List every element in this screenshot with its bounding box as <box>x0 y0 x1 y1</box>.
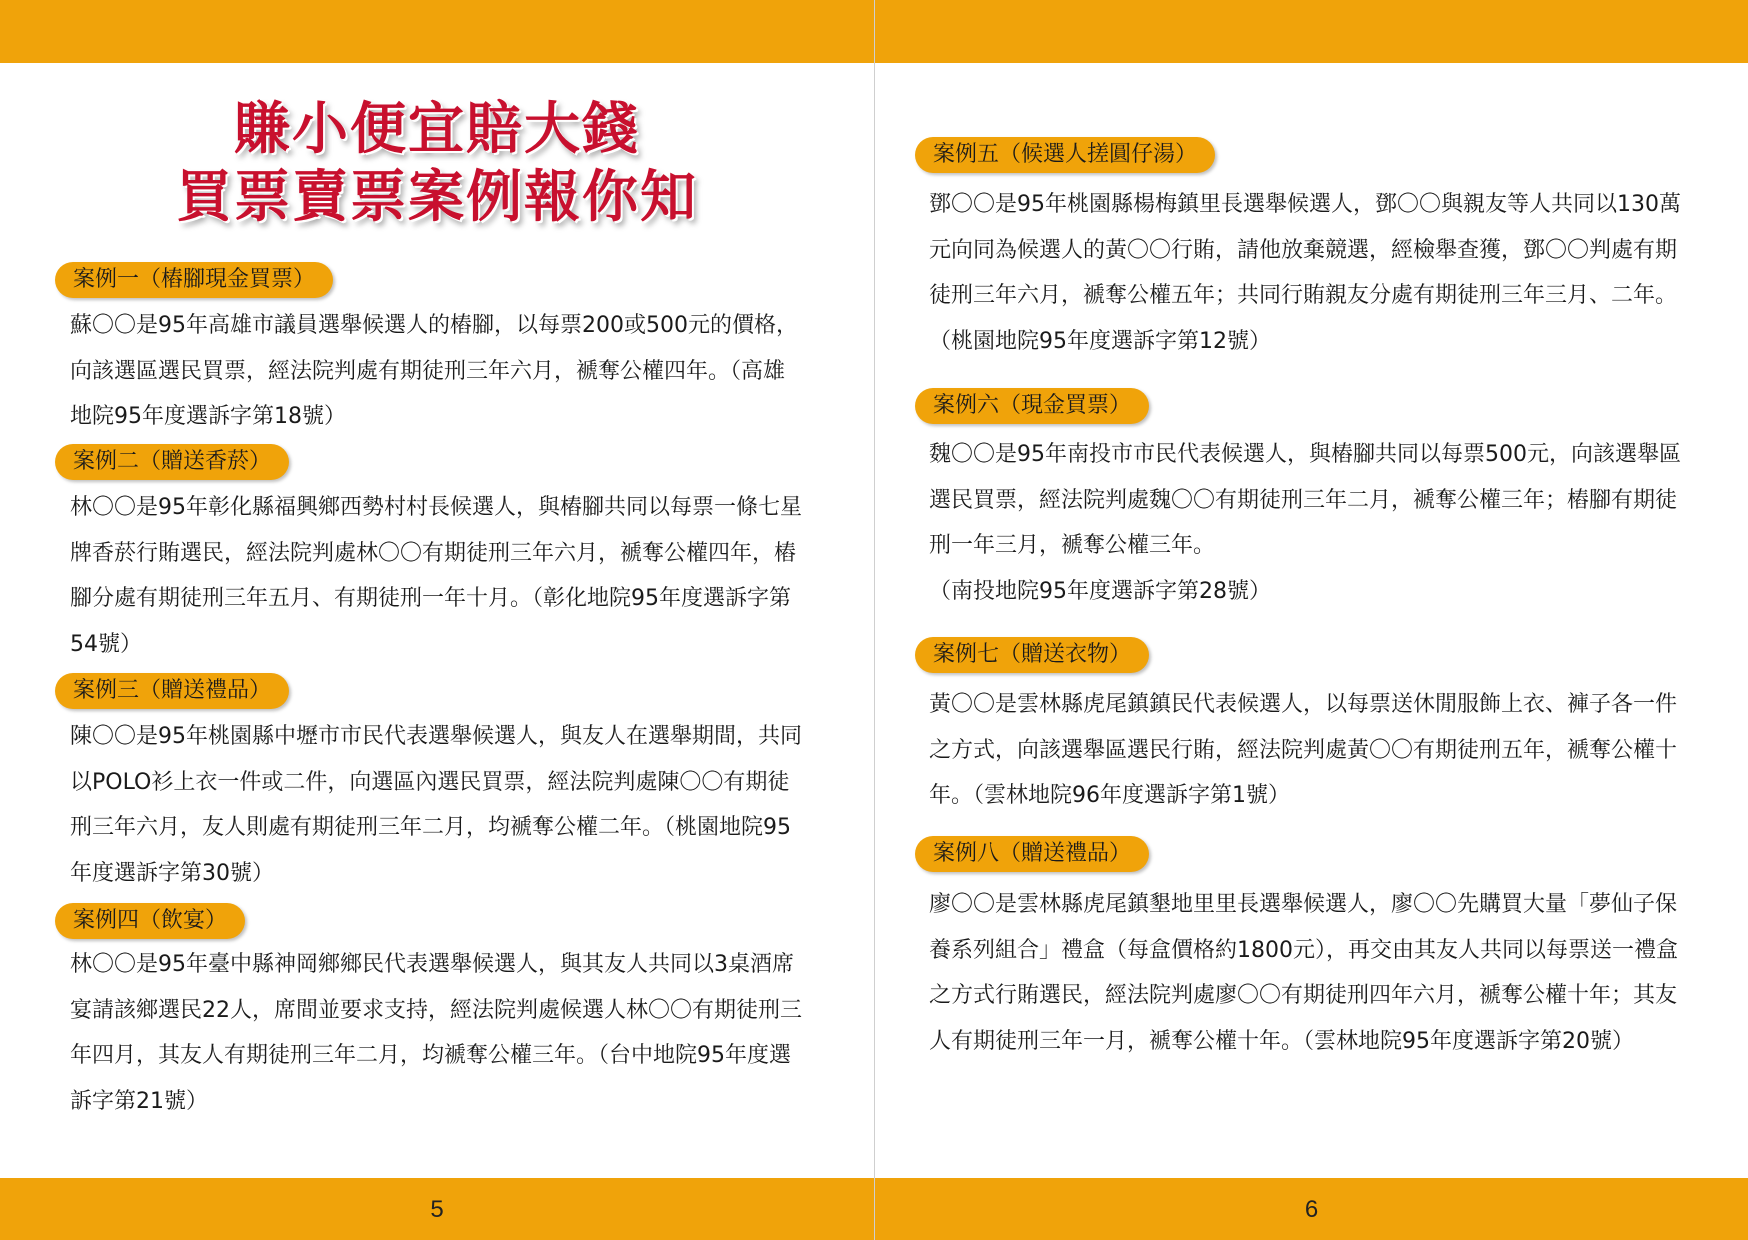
case-7-label: 案例七（贈送衣物） <box>915 637 1149 673</box>
case-7-body: 黃〇〇是雲林縣虎尾鎮鎮民代表候選人，以每票送休閒服飾上衣、褲子各一件之方式，向該選舉區選民行賄，經法院判處黃〇〇有期徒刑五年，褫奪公權十年。（雲林地院96年度選訴字第1號） <box>929 692 1678 808</box>
right-page <box>875 0 1748 1240</box>
page-title-line-1: 賺小便宜賠大錢 <box>234 97 640 162</box>
case-8-body: 廖〇〇是雲林縣虎尾鎮墾地里里長選舉候選人，廖〇〇先購買大量「夢仙子保養系列組合」禮盒（每盒價格約1800元），再交由其友人共同以每票送一禮盒之方式行賄選民，經法院判處廖〇〇有期徒刑四年六月，褫奪公權十年；其友人有期徒刑三年一月，褫奪公權十年。（雲林地院95年度選訴字第20號） <box>929 892 1678 1054</box>
case-2-body: 林〇〇是95年彰化縣福興鄉西勢村村長候選人，與樁腳共同以每票一條七星牌香菸行賄選民，經法院判處林〇〇有期徒刑三年六月，褫奪公權四年，樁腳分處有期徒刑三年五月、有期徒刑一年十月。（彰化地院95年度選訴字第54號） <box>70 495 802 657</box>
case-6-text: 魏〇〇是95年南投市市民代表候選人，與樁腳共同以每票500元，向該選舉區選民買票，經法院判處魏〇〇有期徒刑三年二月，褫奪公權三年；樁腳有期徒刑一年三月，褫奪公權三年。 <box>929 442 1681 558</box>
case-8-label: 案例八（贈送禮品） <box>915 836 1149 872</box>
case-3-body: 陳〇〇是95年桃園縣中壢市市民代表選舉候選人，與友人在選舉期間，共同以POLO衫上衣一件或二件，向選區內選民買票，經法院判處陳〇〇有期徒刑三年六月，友人則處有期徒刑三年二月，均褫奪公權二年。（桃園地院95年度選訴字第30號） <box>70 724 802 886</box>
case-4-label: 案例四（飲宴） <box>55 903 245 939</box>
page-number: 5 <box>430 1196 444 1223</box>
case-6-citation: （南投地院95年度選訴字第28號） <box>929 578 1271 604</box>
top-accent-bar <box>875 0 1748 63</box>
case-1-label: 案例一（樁腳現金買票） <box>55 262 333 298</box>
case-4-body: 林〇〇是95年臺中縣神岡鄉鄉民代表選舉候選人，與其友人共同以3桌酒席宴請該鄉選民22人，席間並要求支持，經法院判處候選人林〇〇有期徒刑三年四月，其友人有期徒刑三年二月，均褫奪公權三年。（台中地院95年度選訴字第21號） <box>70 952 802 1114</box>
top-accent-bar <box>0 0 874 63</box>
page-title-line-2: 買票賣票案例報你知 <box>176 165 698 230</box>
case-6-body <box>929 432 1689 614</box>
case-3-label: 案例三（贈送禮品） <box>55 673 289 709</box>
case-5-label: 案例五（候選人搓圓仔湯） <box>915 137 1215 173</box>
case-6-label: 案例六（現金買票） <box>915 388 1149 424</box>
page-number: 6 <box>1304 1196 1319 1223</box>
case-1-body: 蘇〇〇是95年高雄市議員選舉候選人的樁腳，以每票200或500元的價格，向該選區選民買票，經法院判處有期徒刑三年六月，褫奪公權四年。（高雄地院95年度選訴字第18號） <box>70 313 798 429</box>
case-2-label: 案例二（贈送香菸） <box>55 444 289 480</box>
case-5-body: 鄧〇〇是95年桃園縣楊梅鎮里長選舉候選人，鄧〇〇與親友等人共同以130萬元向同為候選人的黃〇〇行賄，請他放棄競選，經檢舉查獲，鄧〇〇判處有期徒刑三年六月，褫奪公權五年；共同行賄親友分處有期徒刑三年三月、二年。（桃園地院95年度選訴字第12號） <box>929 192 1681 354</box>
